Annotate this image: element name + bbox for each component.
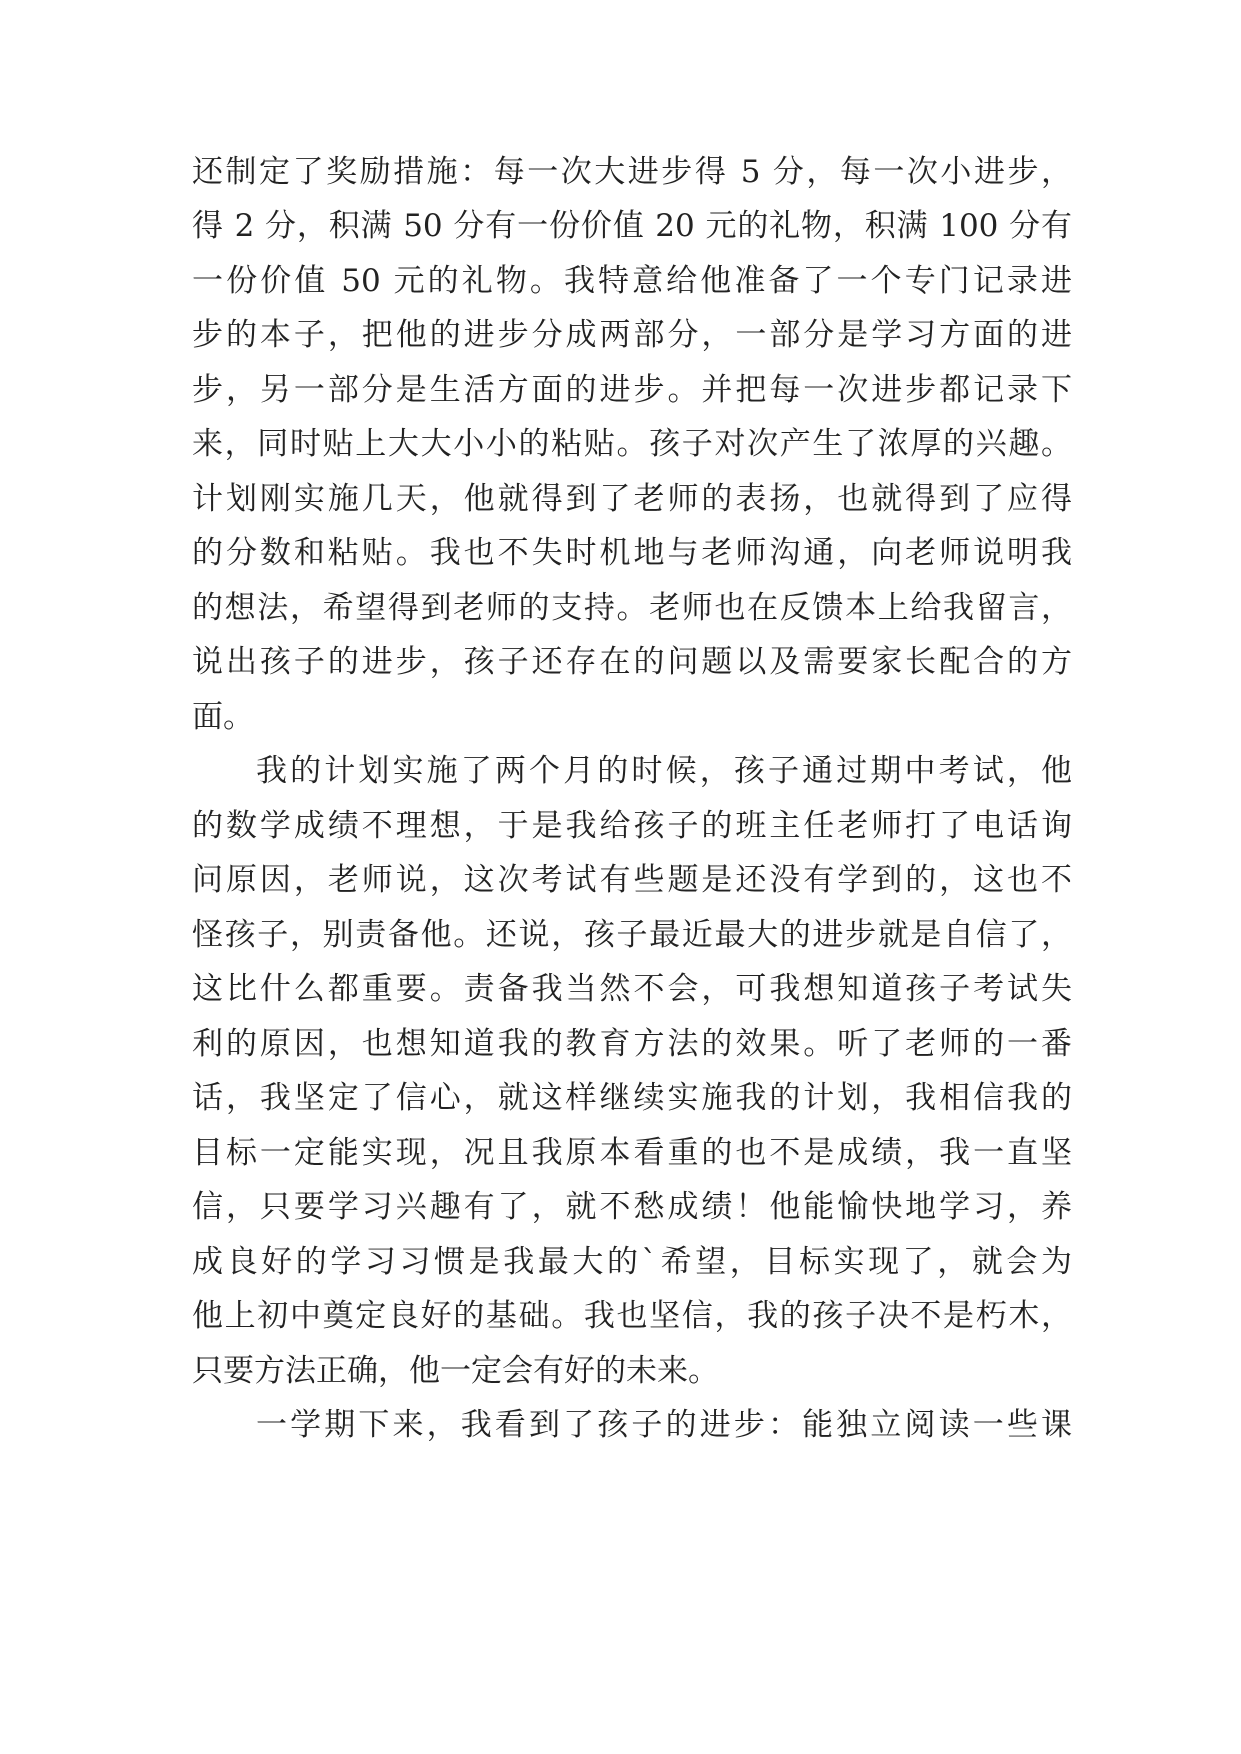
text-line: 面。 — [192, 699, 254, 735]
text-line: 这比什么都重要。责备我当然不会，可我想知道孩子考试失 — [192, 971, 1072, 1007]
text-line: 目标一定能实现，况且我原本看重的也不是成绩，我一直坚 — [192, 1135, 1072, 1171]
text-line: 说出孩子的进步，孩子还存在的问题以及需要家长配合的方 — [192, 644, 1072, 680]
text-line: 只要方法正确，他一定会有好的未来。 — [192, 1353, 719, 1389]
text-line: 成良好的学习习惯是我最大的`希望，目标实现了，就会为 — [192, 1244, 1072, 1280]
text-line: 一份价值 50 元的礼物。我特意给他准备了一个专门记录进 — [192, 263, 1072, 299]
text-line: 得 2 分，积满 50 分有一份价值 20 元的礼物，积满 100 分有 — [192, 208, 1072, 244]
text-line: 信，只要学习兴趣有了，就不愁成绩！他能愉快地学习，养 — [192, 1189, 1072, 1225]
text-line: 怪孩子，别责备他。还说，孩子最近最大的进步就是自信了， — [192, 917, 1072, 953]
text-line: 的想法，希望得到老师的支持。老师也在反馈本上给我留言， — [192, 590, 1072, 626]
text-line: 来，同时贴上大大小小的粘贴。孩子对次产生了浓厚的兴趣。 — [192, 426, 1072, 462]
text-line: 话，我坚定了信心，就这样继续实施我的计划，我相信我的 — [192, 1080, 1072, 1116]
text-line: 还制定了奖励措施：每一次大进步得 5 分，每一次小进步， — [192, 154, 1072, 190]
text-line: 利的原因，也想知道我的教育方法的效果。听了老师的一番 — [192, 1026, 1072, 1062]
text-line: 步，另一部分是生活方面的进步。并把每一次进步都记录下 — [192, 372, 1072, 408]
text-line: 问原因，老师说，这次考试有些题是还没有学到的，这也不 — [192, 862, 1072, 898]
text-line: 步的本子，把他的进步分成两部分，一部分是学习方面的进 — [192, 317, 1072, 353]
paragraph-first-line: 一学期下来，我看到了孩子的进步：能独立阅读一些课 — [256, 1407, 1072, 1443]
text-line: 的分数和粘贴。我也不失时机地与老师沟通，向老师说明我 — [192, 535, 1072, 571]
paragraph-first-line: 我的计划实施了两个月的时候，孩子通过期中考试，他 — [256, 753, 1072, 789]
text-line: 的数学成绩不理想，于是我给孩子的班主任老师打了电话询 — [192, 808, 1072, 844]
text-line: 计划刚实施几天，他就得到了老师的表扬，也就得到了应得 — [192, 481, 1072, 517]
text-line: 他上初中奠定良好的基础。我也坚信，我的孩子决不是朽木， — [192, 1298, 1072, 1334]
